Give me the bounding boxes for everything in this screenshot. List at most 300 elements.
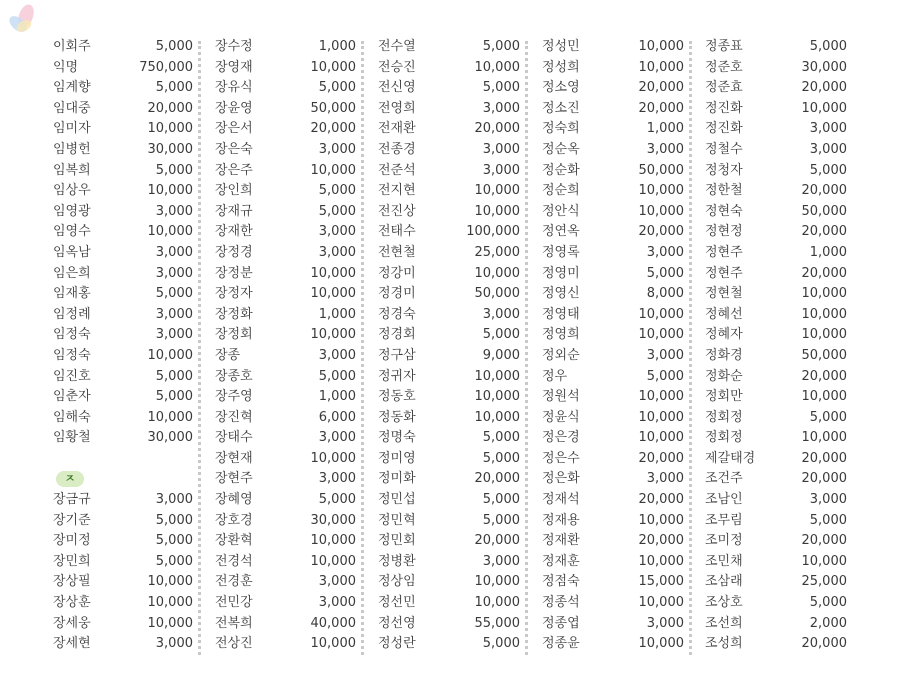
donor-name: 전신영 [378,80,416,96]
donor-column-3 [375,37,520,655]
donor-name: 임복희 [53,162,91,178]
donation-amount: 20,000 [801,636,847,652]
donation-amount: 3,000 [318,471,356,487]
donor-row [50,325,193,346]
donor-name: 장인희 [215,183,253,199]
donor-name: 임정례 [53,306,91,322]
donation-amount: 6,000 [318,409,356,425]
donor-row [375,511,520,532]
donor-name: 정경회 [378,327,416,343]
donor-row [702,202,847,223]
donor-name: 정귀자 [378,368,416,384]
donor-row [375,140,520,161]
donation-amount: 15,000 [638,574,684,590]
donation-amount: 10,000 [474,595,520,611]
donor-name: 정은경 [542,430,580,446]
donation-amount: 5,000 [318,203,356,219]
donor-row [212,140,356,161]
donation-amount: 10,000 [638,306,684,322]
donor-name: 조성희 [705,636,743,652]
donor-row [50,531,193,552]
donation-amount: 3,000 [155,492,193,508]
donation-amount: 10,000 [310,636,356,652]
donor-row [375,284,520,305]
donor-row [50,449,193,470]
donor-name: 정혜자 [705,327,743,343]
donor-name: 정청자 [705,162,743,178]
donor-name: 정민섭 [378,492,416,508]
donor-row [212,37,356,58]
donor-name: 장유식 [215,80,253,96]
donor-name: 익명 [53,59,79,75]
donor-row [50,202,193,223]
donor-row [212,325,356,346]
donation-amount: 50,000 [801,347,847,363]
donation-amount: 750,000 [139,59,193,75]
donation-amount: 10,000 [638,327,684,343]
donor-row [702,264,847,285]
donor-row [212,264,356,285]
donation-amount: 5,000 [155,39,193,54]
donor-row [375,305,520,326]
donation-amount: 20,000 [638,533,684,549]
donor-row [50,119,193,140]
donor-name: 전진상 [378,203,416,219]
donor-name: 정소진 [542,100,580,116]
donor-name: 장진혁 [215,409,253,425]
donor-name: 정영록 [542,244,580,260]
donor-name: 정화경 [705,347,743,363]
donor-row [702,37,847,58]
donor-name: 장미정 [53,533,91,549]
donation-amount: 10,000 [638,183,684,199]
donor-name: 장정자 [215,286,253,302]
donor-row [539,428,684,449]
donation-amount: 3,000 [318,574,356,590]
donor-name: 조상호 [705,595,743,611]
donor-column-5 [702,37,847,655]
donation-amount: 10,000 [801,306,847,322]
donor-row [212,222,356,243]
donor-name: 정종석 [542,595,580,611]
donor-name: 전경석 [215,553,253,569]
donor-row [212,469,356,490]
donor-name: 정종엽 [542,615,580,631]
donor-row [375,346,520,367]
donor-row [212,614,356,635]
donation-amount: 20,000 [801,368,847,384]
donor-row [702,552,847,573]
donor-name: 정재석 [542,492,580,508]
donation-amount: 8,000 [646,286,684,302]
donor-row [702,593,847,614]
donor-row [212,490,356,511]
donation-amount: 3,000 [318,244,356,260]
donor-row [50,634,193,655]
donation-amount: 10,000 [638,203,684,219]
donor-name: 정현주 [705,265,743,281]
donor-row [375,428,520,449]
donation-amount: 5,000 [318,492,356,508]
donation-amount: 3,000 [155,306,193,322]
donor-name: 정영신 [542,286,580,302]
donor-name: 정은수 [542,450,580,466]
donor-row [702,99,847,120]
donor-name: 정현철 [705,286,743,302]
donation-amount: 55,000 [474,615,520,631]
donation-amount: 3,000 [482,553,520,569]
donor-row [375,202,520,223]
donor-name: 제갈태경 [705,450,756,466]
donor-row [702,346,847,367]
donation-amount: 10,000 [310,533,356,549]
donor-name: 전지현 [378,183,416,199]
donation-amount: 5,000 [482,512,520,528]
donor-row [539,531,684,552]
donation-amount: 10,000 [147,347,193,363]
donor-name: 장재규 [215,203,253,219]
donation-amount: 10,000 [638,636,684,652]
donor-name: 정점숙 [542,574,580,590]
donation-amount: 5,000 [318,183,356,199]
donor-name: 임병헌 [53,141,91,157]
column-divider [525,41,528,655]
donor-row [702,387,847,408]
donor-name: 장정경 [215,244,253,260]
donor-row [539,140,684,161]
donor-row [702,428,847,449]
donor-row [50,58,193,79]
donation-amount: 20,000 [801,450,847,466]
donor-row [212,428,356,449]
donor-name: 장종 [215,347,241,363]
logo-icon [4,2,44,42]
donor-column-4 [539,37,684,655]
donation-amount: 5,000 [155,286,193,302]
donation-amount: 3,000 [809,121,847,137]
donor-name: 정준호 [705,59,743,75]
donation-amount: 1,000 [318,306,356,322]
donation-amount: 3,000 [318,347,356,363]
donation-amount: 5,000 [646,368,684,384]
donor-row [212,202,356,223]
donor-name: 장상훈 [53,595,91,611]
donor-name: 정종표 [705,39,743,54]
donation-amount: 2,000 [809,615,847,631]
donation-amount: 10,000 [474,183,520,199]
donor-name: 조미정 [705,533,743,549]
donor-name: 장태수 [215,430,253,446]
donor-name: 정성민 [542,39,580,54]
donor-row [702,490,847,511]
donation-amount: 20,000 [801,471,847,487]
donor-row [539,78,684,99]
donor-row [539,469,684,490]
donation-amount: 10,000 [638,409,684,425]
donor-row [50,243,193,264]
donor-name: 정민혁 [378,512,416,528]
donor-row [212,531,356,552]
donor-row [375,552,520,573]
donor-row [702,78,847,99]
donor-name: 장호경 [215,512,253,528]
donor-name: 전경훈 [215,574,253,590]
donation-amount: 5,000 [155,512,193,528]
donation-amount: 25,000 [801,574,847,590]
donation-amount: 30,000 [147,141,193,157]
donor-name: 장은숙 [215,141,253,157]
donor-row [50,408,193,429]
donor-name: 장금규 [53,492,91,508]
donation-amount: 3,000 [318,595,356,611]
donation-amount: 5,000 [482,430,520,446]
donor-row [702,243,847,264]
donor-row [50,511,193,532]
donor-row [375,469,520,490]
donation-amount: 3,000 [318,224,356,240]
donor-row [702,449,847,470]
donation-amount: 5,000 [155,162,193,178]
donor-row [702,222,847,243]
donor-name: 정종윤 [542,636,580,652]
donation-amount: 5,000 [155,553,193,569]
donor-name: 정동화 [378,409,416,425]
donor-row [212,449,356,470]
donor-name: 임은희 [53,265,91,281]
donor-name: 임진호 [53,368,91,384]
donor-name: 전민강 [215,595,253,611]
donor-name: 정경숙 [378,306,416,322]
donation-amount: 100,000 [466,224,520,240]
donor-name: 조선희 [705,615,743,631]
donor-row [50,99,193,120]
donor-name: 임대중 [53,100,91,116]
donor-name: 정현숙 [705,203,743,219]
donation-amount: 20,000 [801,265,847,281]
donor-row [212,387,356,408]
donation-amount: 10,000 [310,59,356,75]
donation-amount: 20,000 [638,492,684,508]
donor-list [50,37,852,667]
donor-row [539,552,684,573]
donation-amount: 3,000 [318,141,356,157]
donor-row [212,408,356,429]
donation-amount: 1,000 [318,39,356,54]
donor-row [212,99,356,120]
donor-row [50,552,193,573]
donation-amount: 1,000 [318,389,356,405]
donation-amount: 10,000 [147,595,193,611]
donor-name: 정성란 [378,636,416,652]
donor-row [702,614,847,635]
donation-amount: 10,000 [310,553,356,569]
donor-row [50,222,193,243]
donor-row [212,552,356,573]
donation-amount: 10,000 [310,286,356,302]
donation-amount: 10,000 [474,265,520,281]
donation-amount: 1,000 [809,244,847,260]
donor-name: 장정화 [215,306,253,322]
donor-name: 정미영 [378,450,416,466]
donor-name: 임정숙 [53,347,91,363]
donation-amount: 10,000 [474,368,520,384]
donation-amount: 5,000 [482,450,520,466]
donor-row [375,78,520,99]
donation-amount: 10,000 [147,224,193,240]
donor-row [539,634,684,655]
donor-name: 임영수 [53,224,91,240]
donor-row [375,634,520,655]
donor-name: 장상필 [53,574,91,590]
donation-amount: 10,000 [310,265,356,281]
donation-amount: 3,000 [155,203,193,219]
donation-amount: 10,000 [801,553,847,569]
donor-name: 정숙희 [542,121,580,137]
donor-row [702,511,847,532]
donation-amount: 40,000 [310,615,356,631]
donor-row [375,408,520,429]
donor-name: 장재한 [215,224,253,240]
donor-name: 정재환 [542,533,580,549]
donation-amount: 10,000 [801,389,847,405]
donor-row [539,99,684,120]
donor-name: 장현재 [215,450,253,466]
donation-amount: 20,000 [474,121,520,137]
donor-row [50,140,193,161]
donation-amount: 50,000 [638,162,684,178]
donation-amount: 10,000 [638,39,684,54]
donation-amount: 10,000 [147,409,193,425]
donor-row [50,428,193,449]
donation-amount: 5,000 [155,368,193,384]
donor-name: 정경미 [378,286,416,302]
donation-amount: 20,000 [801,80,847,96]
donor-row [375,387,520,408]
donor-name: 정강미 [378,265,416,281]
donation-amount: 3,000 [155,244,193,260]
donor-name: 정회정 [705,409,743,425]
donor-name: 장세웅 [53,615,91,631]
donation-amount: 3,000 [318,430,356,446]
donor-row [702,161,847,182]
donor-row [50,614,193,635]
donor-row [702,572,847,593]
donor-name: 전태수 [378,224,416,240]
donor-row [50,346,193,367]
donor-name: 정윤식 [542,409,580,425]
donation-amount: 25,000 [474,244,520,260]
donor-name: 조민채 [705,553,743,569]
donor-name: 정성희 [542,59,580,75]
donation-amount: 5,000 [318,80,356,96]
donor-row [702,634,847,655]
donor-row [702,408,847,429]
donor-name: 정철수 [705,141,743,157]
donor-name: 정선민 [378,595,416,611]
donation-amount: 3,000 [155,327,193,343]
donation-amount: 5,000 [318,368,356,384]
donation-amount: 5,000 [482,636,520,652]
donor-name: 장종호 [215,368,253,384]
donation-amount: 20,000 [801,183,847,199]
donation-amount: 10,000 [474,389,520,405]
donation-amount: 3,000 [646,347,684,363]
donor-name: 임재홍 [53,286,91,302]
donor-row [702,367,847,388]
donation-amount: 5,000 [482,327,520,343]
donation-amount: 20,000 [474,471,520,487]
donor-name: 임영광 [53,203,91,219]
donor-name: 정진화 [705,100,743,116]
donor-row [539,387,684,408]
donation-amount: 3,000 [646,244,684,260]
donation-amount: 3,000 [646,471,684,487]
donor-name: 조삼래 [705,574,743,590]
donor-row [539,202,684,223]
donation-amount: 1,000 [646,121,684,137]
donor-row [375,531,520,552]
donation-amount: 3,000 [646,615,684,631]
donor-row [50,490,193,511]
donor-row [50,37,193,58]
donor-name: 정재훈 [542,553,580,569]
donor-row [375,572,520,593]
donation-amount: 10,000 [310,162,356,178]
donor-row [375,119,520,140]
donor-name: 정혜선 [705,306,743,322]
donor-row [50,181,193,202]
donation-amount: 5,000 [155,533,193,549]
donor-row [539,58,684,79]
donor-row [212,119,356,140]
donation-amount: 10,000 [474,203,520,219]
donor-row [375,490,520,511]
donor-row [50,161,193,182]
donor-name: 전상진 [215,636,253,652]
donation-amount: 10,000 [474,59,520,75]
donation-amount: 3,000 [646,141,684,157]
donation-amount: 30,000 [801,59,847,75]
donor-row [539,490,684,511]
donor-name: 장윤영 [215,100,253,116]
donor-row [375,37,520,58]
donor-row [212,284,356,305]
donation-amount: 20,000 [474,533,520,549]
donor-row [702,140,847,161]
donor-row [212,243,356,264]
donor-name: 정우 [542,368,568,384]
donation-amount: 20,000 [638,80,684,96]
donor-row [702,119,847,140]
donor-row [702,325,847,346]
donor-row [539,614,684,635]
donor-row [375,264,520,285]
column-divider [689,41,692,655]
donor-row [212,305,356,326]
donation-amount: 10,000 [638,389,684,405]
donor-name: 정소영 [542,80,580,96]
donor-name: 장수정 [215,39,253,54]
donation-amount: 10,000 [310,450,356,466]
donor-row [539,37,684,58]
donation-amount: 5,000 [809,409,847,425]
donor-row [50,387,193,408]
donor-name: 정선영 [378,615,416,631]
donor-name: 정구삼 [378,347,416,363]
donation-amount: 20,000 [801,533,847,549]
donor-name: 임춘자 [53,389,91,405]
donor-name: 장정회 [215,327,253,343]
